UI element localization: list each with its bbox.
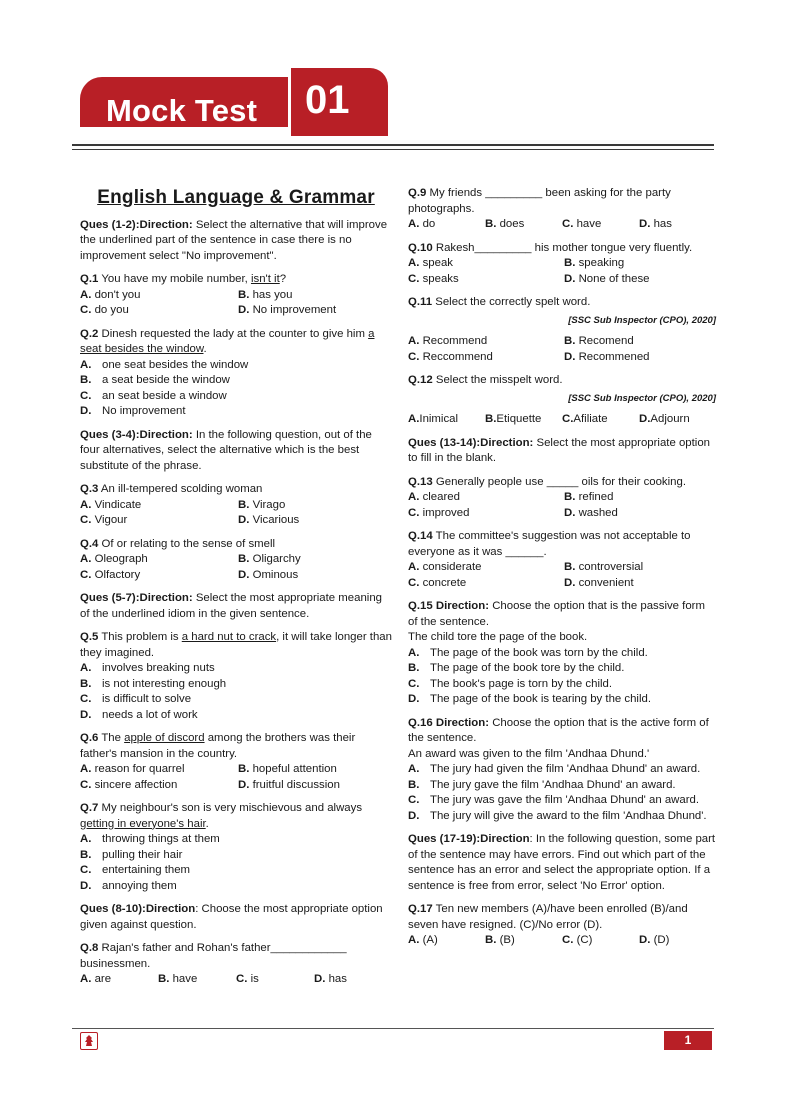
footer-divider: [72, 1028, 714, 1029]
option-d[interactable]: D. No improvement: [80, 405, 186, 417]
exam-reference: [SSC Sub Inspector (CPO), 2020]: [568, 392, 716, 404]
question-number: Q.7: [80, 802, 99, 814]
source-sentence: The child tore the page of the book.: [408, 631, 588, 643]
exam-reference: [SSC Sub Inspector (CPO), 2020]: [568, 314, 716, 326]
section-title: English Language & Grammar: [97, 187, 375, 208]
question-1: [80, 272, 392, 319]
direction-label: Ques (3-4):Direction:: [80, 428, 193, 441]
question-text-end: ?: [279, 273, 287, 285]
option-a[interactable]: A. considerate: [408, 561, 482, 573]
direction-text: : Choose the most appropriate option given against question.: [80, 903, 383, 931]
question-text-end: among the brothers was their father's mansion in the country.: [80, 732, 356, 760]
question-4: [80, 537, 392, 584]
direction-text: Select the most appropriate meaning of the underlined idiom in the given sentence.: [80, 592, 382, 620]
question-text: Rakesh_________ his mother tongue very fluently.: [435, 241, 693, 254]
question-6: [80, 731, 392, 793]
question-text: Generally people use _____ oils for their cooking.: [435, 475, 686, 488]
option-a[interactable]: A. Recommend: [408, 335, 488, 347]
option-d[interactable]: D. (D): [639, 934, 670, 946]
question-number: Q.6: [80, 732, 99, 744]
question-text: You have my mobile number,: [101, 273, 251, 285]
question-number: Q.14: [408, 530, 433, 542]
option-d[interactable]: D.Adjourn: [639, 413, 690, 425]
option-c[interactable]: C. The book's page is torn by the child.: [408, 677, 612, 690]
options: [408, 762, 716, 824]
option-a[interactable]: A. The jury had given the film 'Andhaa Dhund' an award.: [408, 763, 701, 775]
option-b[interactable]: B. The page of the book tore by the child.: [408, 662, 625, 674]
options: [80, 552, 392, 583]
options: [408, 933, 716, 949]
direction-1-2: [80, 218, 392, 265]
question-text-end: .: [203, 343, 207, 355]
question-text: An ill-tempered scolding woman: [100, 483, 263, 495]
underlined-phrase: apple of discord: [124, 732, 205, 744]
option-b[interactable]: B. controversial: [564, 561, 644, 573]
question-5: [80, 630, 392, 723]
option-c[interactable]: C. is difficult to solve: [80, 693, 192, 705]
banner-number: 01: [305, 78, 350, 122]
direction-13-14: [408, 436, 716, 467]
question-number: Q.10: [408, 241, 433, 254]
question-13: [408, 475, 716, 522]
option-c[interactable]: C. entertaining them: [80, 864, 191, 876]
question-2: [80, 327, 392, 420]
underlined-phrase: getting in everyone's hair: [80, 817, 206, 830]
option-b[interactable]: B.Etiquette: [485, 413, 542, 425]
question-text: Choose the option that is the passive form of the sentence.: [408, 600, 705, 628]
question-14: [408, 529, 716, 591]
options: [80, 498, 392, 529]
direction-17-19: [408, 832, 716, 894]
option-c[interactable]: C. an seat beside a window: [80, 389, 227, 402]
underlined-phrase: a seat besides the window: [80, 327, 375, 355]
option-b[interactable]: B. a seat beside the window: [80, 374, 230, 386]
question-7: [80, 801, 392, 894]
source-sentence: An award was given to the film 'Andhaa Dhund.': [408, 747, 650, 760]
option-c[interactable]: C. is: [236, 973, 259, 985]
option-a[interactable]: A. The page of the book was torn by the child.: [408, 646, 648, 659]
option-a[interactable]: A.Inimical: [408, 413, 459, 425]
option-c[interactable]: C. improved: [408, 506, 470, 519]
option-d[interactable]: D. convenient: [564, 576, 634, 589]
option-c[interactable]: C. Olfactory: [80, 568, 141, 581]
question-text: My neighbour's son is very mischievous and always: [101, 802, 363, 814]
question-number: Q.17: [408, 903, 433, 915]
options: [80, 762, 392, 793]
banner-title: Mock Test: [106, 93, 258, 128]
question-number: Q.5: [80, 631, 99, 643]
question-text: Choose the option that is the active form of the sentence.: [408, 716, 709, 744]
question-text-end: .: [205, 817, 209, 830]
question-12: [408, 373, 716, 428]
question-3: [80, 482, 392, 529]
option-b[interactable]: B. hopeful attention: [238, 763, 337, 775]
option-b[interactable]: B. pulling their hair: [80, 848, 183, 861]
question-11: [408, 295, 716, 365]
option-b[interactable]: B. refined: [564, 491, 614, 503]
options: [80, 832, 392, 894]
question-text: Dinesh requested the lady at the counter to give him: [101, 327, 369, 340]
option-a[interactable]: A. speak: [408, 257, 453, 269]
option-c[interactable]: C. concrete: [408, 576, 467, 589]
question-text: Select the correctly spelt word.: [435, 296, 591, 308]
options: [408, 334, 716, 365]
option-c[interactable]: C. Reccommend: [408, 350, 493, 363]
option-c[interactable]: C. The jury was gave the film 'Andhaa Dhund' an award.: [408, 794, 700, 806]
option-b[interactable]: B. does: [485, 218, 525, 230]
question-text: Of or relating to the sense of smell: [101, 537, 276, 550]
direction-8-10: [80, 902, 392, 933]
option-a[interactable]: A. are: [80, 973, 112, 985]
right-column: [408, 186, 716, 957]
publisher-logo-icon: [80, 1032, 98, 1050]
option-c[interactable]: C. speaks: [408, 272, 459, 285]
direction-text: In the following question, out of the four alternatives, select the alternative which is the best substitute of the phrase.: [80, 428, 372, 472]
question-text-end: , it will take longer than they imagined.: [80, 631, 392, 659]
direction-label: Ques (5-7):Direction:: [80, 592, 193, 604]
banner-title-box: [80, 77, 302, 127]
question-number: Q.11: [408, 296, 433, 308]
option-a[interactable]: A. do: [408, 218, 436, 230]
option-d[interactable]: D. The jury will give the award to the film 'Andhaa Dhund'.: [408, 809, 707, 822]
option-a[interactable]: A. reason for quarrel: [80, 763, 185, 775]
option-d[interactable]: D. has: [314, 973, 347, 985]
left-column: [80, 186, 392, 996]
direction-5-7: [80, 591, 392, 622]
direction-text: Select the alternative that will improve the underlined part of the sentence in case there is no improvement select "No improvement".: [80, 218, 388, 262]
option-d[interactable]: D. The page of the book is tearing by the child.: [408, 693, 651, 705]
direction-label: Ques (13-14):Direction:: [408, 436, 534, 449]
option-d[interactable]: D. washed: [564, 506, 618, 519]
question-number: Q.8: [80, 942, 99, 954]
question-number: Q.16 Direction:: [408, 716, 490, 729]
question-text: My friends _________ been asking for the party photographs.: [408, 187, 671, 215]
question-9: [408, 186, 716, 233]
option-a[interactable]: A. involves breaking nuts: [80, 662, 215, 674]
option-b[interactable]: B. Virago: [238, 498, 286, 511]
option-a[interactable]: A. Vindicate: [80, 498, 142, 511]
question-text: The: [101, 732, 125, 744]
options: [80, 972, 392, 988]
option-a[interactable]: A. cleared: [408, 491, 460, 503]
direction-3-4: [80, 428, 392, 475]
question-8: [80, 941, 392, 988]
question-number: Q.3: [80, 483, 99, 495]
options: [80, 358, 392, 420]
direction-label: Ques (17-19):Direction: [408, 833, 530, 845]
mock-test-banner: [80, 68, 388, 136]
option-c[interactable]: C. Vigour: [80, 514, 128, 526]
option-c[interactable]: C. (C): [562, 934, 593, 946]
option-d[interactable]: D. Ominous: [238, 568, 299, 581]
question-text: The committee's suggestion was not acceptable to everyone as it was ______.: [408, 530, 691, 558]
option-b[interactable]: B. Oligarchy: [238, 553, 301, 565]
option-c[interactable]: C. have: [562, 218, 602, 230]
option-b[interactable]: B. has you: [238, 288, 293, 301]
question-text: Rajan's father and Rohan's father____________ businessmen.: [80, 942, 347, 970]
option-b[interactable]: B. (B): [485, 934, 515, 946]
option-d[interactable]: D. Recommened: [564, 350, 650, 363]
underlined-phrase: isn't it: [250, 273, 280, 285]
question-17: [408, 902, 716, 949]
header-divider: [72, 144, 714, 146]
options: [80, 661, 392, 723]
option-a[interactable]: A. one seat besides the window: [80, 358, 249, 371]
direction-label: Ques (8-10):Direction: [80, 903, 196, 915]
option-d[interactable]: D. No improvement: [238, 304, 337, 316]
question-number: Q.9: [408, 187, 427, 199]
direction-text: Select the most appropriate option to fill in the blank.: [408, 436, 710, 464]
underlined-phrase: a hard nut to crack: [181, 631, 277, 643]
page-number: 1: [684, 1033, 692, 1047]
banner-number-box: [288, 68, 388, 136]
option-d[interactable]: D. Vicarious: [238, 514, 300, 526]
option-d[interactable]: D. annoying them: [80, 879, 177, 892]
direction-text: : In the following question, some part of the sentence may have errors. Find out which part of the sentence has an error and select the appropriate option. If a sentence is free from error, select 'No Error' option.: [408, 833, 716, 892]
option-d[interactable]: D. has: [639, 218, 672, 230]
option-d[interactable]: D. None of these: [564, 272, 650, 285]
page-number-badge: [664, 1031, 712, 1050]
option-b[interactable]: B. is not interesting enough: [80, 677, 227, 690]
options: [408, 646, 716, 708]
question-number: Q.12: [408, 374, 433, 386]
question-number: Q.15 Direction:: [408, 600, 490, 612]
option-c[interactable]: C. do you: [80, 304, 129, 316]
option-b[interactable]: B. Recomend: [564, 335, 634, 347]
options: [408, 560, 716, 591]
option-d[interactable]: D. needs a lot of work: [80, 708, 198, 721]
options: [408, 217, 716, 233]
question-number: Q.13: [408, 475, 433, 488]
question-16: [408, 716, 716, 825]
question-text: Select the misspelt word.: [435, 374, 563, 386]
question-number: Q.4: [80, 537, 99, 550]
option-a[interactable]: A. Oleograph: [80, 553, 148, 565]
question-number: Q.2: [80, 327, 99, 340]
question-text: Ten new members (A)/have been enrolled (B)/and seven have resigned. (C)/No error (D).: [408, 903, 688, 931]
options: [80, 288, 392, 319]
option-c[interactable]: C. sincere affection: [80, 778, 178, 791]
option-b[interactable]: B. have: [158, 973, 198, 985]
question-number: Q.1: [80, 273, 99, 285]
option-a[interactable]: A. (A): [408, 934, 438, 946]
option-d[interactable]: D. fruitful discussion: [238, 778, 340, 791]
options: [408, 412, 716, 428]
header-divider-thin: [72, 149, 714, 150]
option-a[interactable]: A. don't you: [80, 288, 141, 301]
option-c[interactable]: C.Afiliate: [562, 413, 608, 425]
question-10: [408, 241, 716, 288]
question-text: This problem is: [101, 631, 182, 643]
options: [408, 490, 716, 521]
option-a[interactable]: A. throwing things at them: [80, 833, 220, 845]
option-b[interactable]: B. The jury gave the film 'Andhaa Dhund' an award.: [408, 778, 676, 791]
question-15: [408, 599, 716, 708]
direction-label: Ques (1-2):Direction:: [80, 218, 193, 231]
options: [408, 256, 716, 287]
option-b[interactable]: B. speaking: [564, 257, 625, 269]
